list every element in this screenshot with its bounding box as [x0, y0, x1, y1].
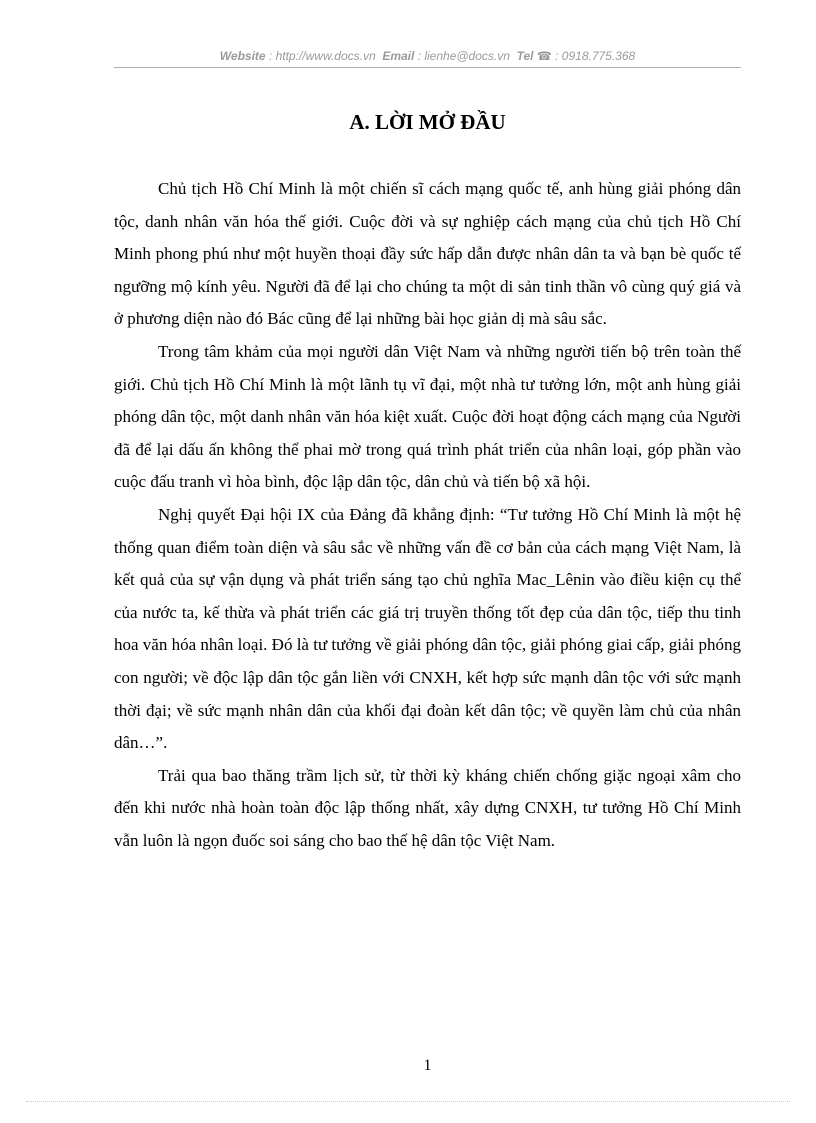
email-label: Email: [382, 49, 415, 63]
page-number: 1: [423, 1057, 432, 1074]
page-title: A. LỜI MỞ ĐẦU: [349, 110, 506, 134]
website-label: Website: [219, 49, 266, 63]
paragraph-1: Chủ tịch Hồ Chí Minh là một chiến sĩ cách mạng quốc tế, anh hùng giải phóng dân tộc, danh nhân văn hóa thế giới. Cuộc đời và sự nghiệp cách mạng của chủ tịch Hồ Chí Minh phong phú như một huyền thoại đầy sức hấp dẫn được nhân dân ta và bạn bè quốc tế ngưỡng mộ kính yêu. Người đã để lại cho chúng ta một di sản tinh thần vô cùng quý giá và ở phương diện nào đó Bác cũng để lại những bài học giản dị mà sâu sắc.: [114, 179, 741, 329]
tel-label: Tel: [516, 49, 534, 63]
phone-icon: ☎: [536, 49, 552, 63]
email-value: : lienhe@docs.vn: [417, 49, 510, 63]
tel-value: : 0918.775.368: [555, 49, 636, 63]
page-bottom-divider: [26, 1101, 790, 1102]
paragraph-2: Trong tâm khảm của mọi người dân Việt Nam và những người tiến bộ trên toàn thế giới. Chủ tịch Hồ Chí Minh là một lãnh tụ vĩ đại, một nhà tư tưởng lớn, một anh hùng giải phóng dân tộc, một danh nhân văn hóa kiệt xuất. Cuộc đời hoạt động cách mạng của Người đã để lại dấu ấn không thể phai mờ trong quá trình phát triển của nhân loại, góp phần vào cuộc đấu tranh vì hòa bình, độc lập dân tộc, dân chủ và tiến bộ xã hội.: [114, 341, 741, 492]
paragraph-3: Nghị quyết Đại hội IX của Đảng đã khẳng định: “Tư tưởng Hồ Chí Minh là một hệ thống quan điểm toàn diện và sâu sắc về những vấn đề cơ bản của cách mạng Việt Nam, là kết quả của sự vận dụng và phát triển sáng tạo chủ nghĩa Mac_Lênin vào điều kiện cụ thể của nước ta, kế thừa và phát triển các giá trị truyền thống tốt đẹp của dân tộc, tiếp thu tinh hoa văn hóa nhân loại. Đó là tư tưởng về giải phóng dân tộc, giải phóng giai cấp, giải phóng con người; về độc lập dân tộc gắn liền với CNXH, kết hợp sức mạnh dân tộc với sức mạnh thời đại; về sức mạnh nhân dân của khối đại đoàn kết dân tộc; về quyền làm chủ của nhân dân…”.: [114, 504, 741, 753]
header-divider: [114, 67, 741, 68]
page-header: [114, 46, 741, 66]
document-body: [114, 173, 741, 857]
website-value: : http://www.docs.vn: [268, 49, 376, 63]
paragraph-4: Trải qua bao thăng trầm lịch sử, từ thời kỳ kháng chiến chống giặc ngoại xâm cho đến khi nước nhà hoàn toàn độc lập thống nhất, xây dựng CNXH, tư tưởng Hồ Chí Minh vẫn luôn là ngọn đuốc soi sáng cho bao thế hệ dân tộc Việt Nam.: [114, 765, 741, 850]
